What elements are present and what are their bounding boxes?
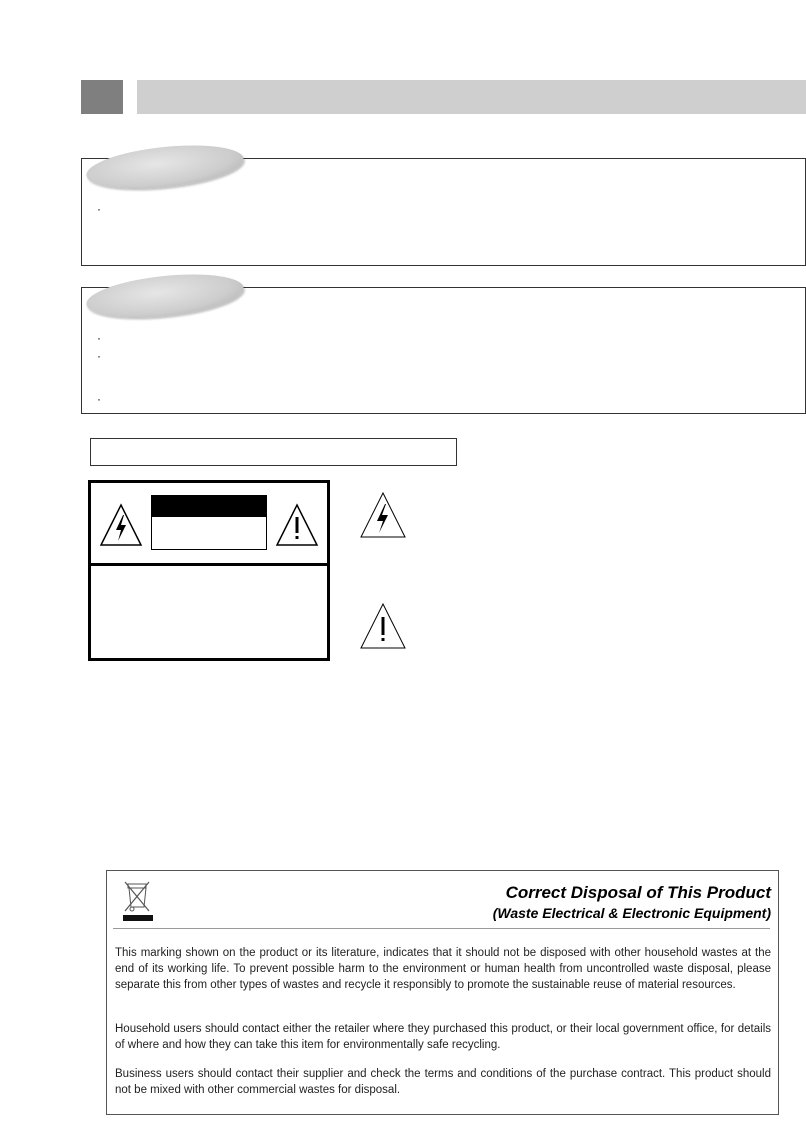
section-title-bar [137,80,806,114]
lightning-warning-icon [359,491,407,539]
bullet: · [97,331,101,345]
note-box-1 [81,158,806,266]
caution-title-bar [151,495,267,517]
bullet: · [97,349,101,363]
panel-divider [91,563,327,566]
weee-disposal-notice [106,870,779,1115]
note-tab-oval [84,139,245,195]
divider [113,928,770,929]
note-box-2 [81,287,806,414]
caution-heading-box [90,438,457,466]
caution-text-area [151,517,267,550]
bullet: · [97,202,101,216]
note-tab-oval [84,268,245,324]
exclamation-warning-icon [275,503,319,547]
lightning-warning-icon [99,503,143,547]
caution-label-panel [88,480,330,661]
disposal-subtitle: (Waste Electrical & Electronic Equipment) [492,905,771,921]
section-number-block [81,80,123,114]
crossed-out-wheelie-bin-icon [119,875,159,925]
exclamation-warning-icon [359,602,407,650]
disposal-paragraph: Business users should contact their supplier and check the terms and conditions of the purchase contract. This product should not be mixed with other commercial wastes for disposal. [115,1068,771,1096]
disposal-paragraph: This marking shown on the product or its literature, indicates that it should not be disposed with other household wastes at the end of its working life. To prevent possible harm to the environment or human health from uncontrolled waste disposal, please separate this from other types of wastes and recycle it responsibly to promote the sustainable reuse of material resources. [115,947,771,991]
disposal-title: Correct Disposal of This Product [505,883,771,902]
bullet: · [97,392,101,406]
disposal-paragraph: Household users should contact either the retailer where they purchased this product, or their local government office, for details of where and how they can take this item for environmentally safe recycling. [115,1023,771,1051]
